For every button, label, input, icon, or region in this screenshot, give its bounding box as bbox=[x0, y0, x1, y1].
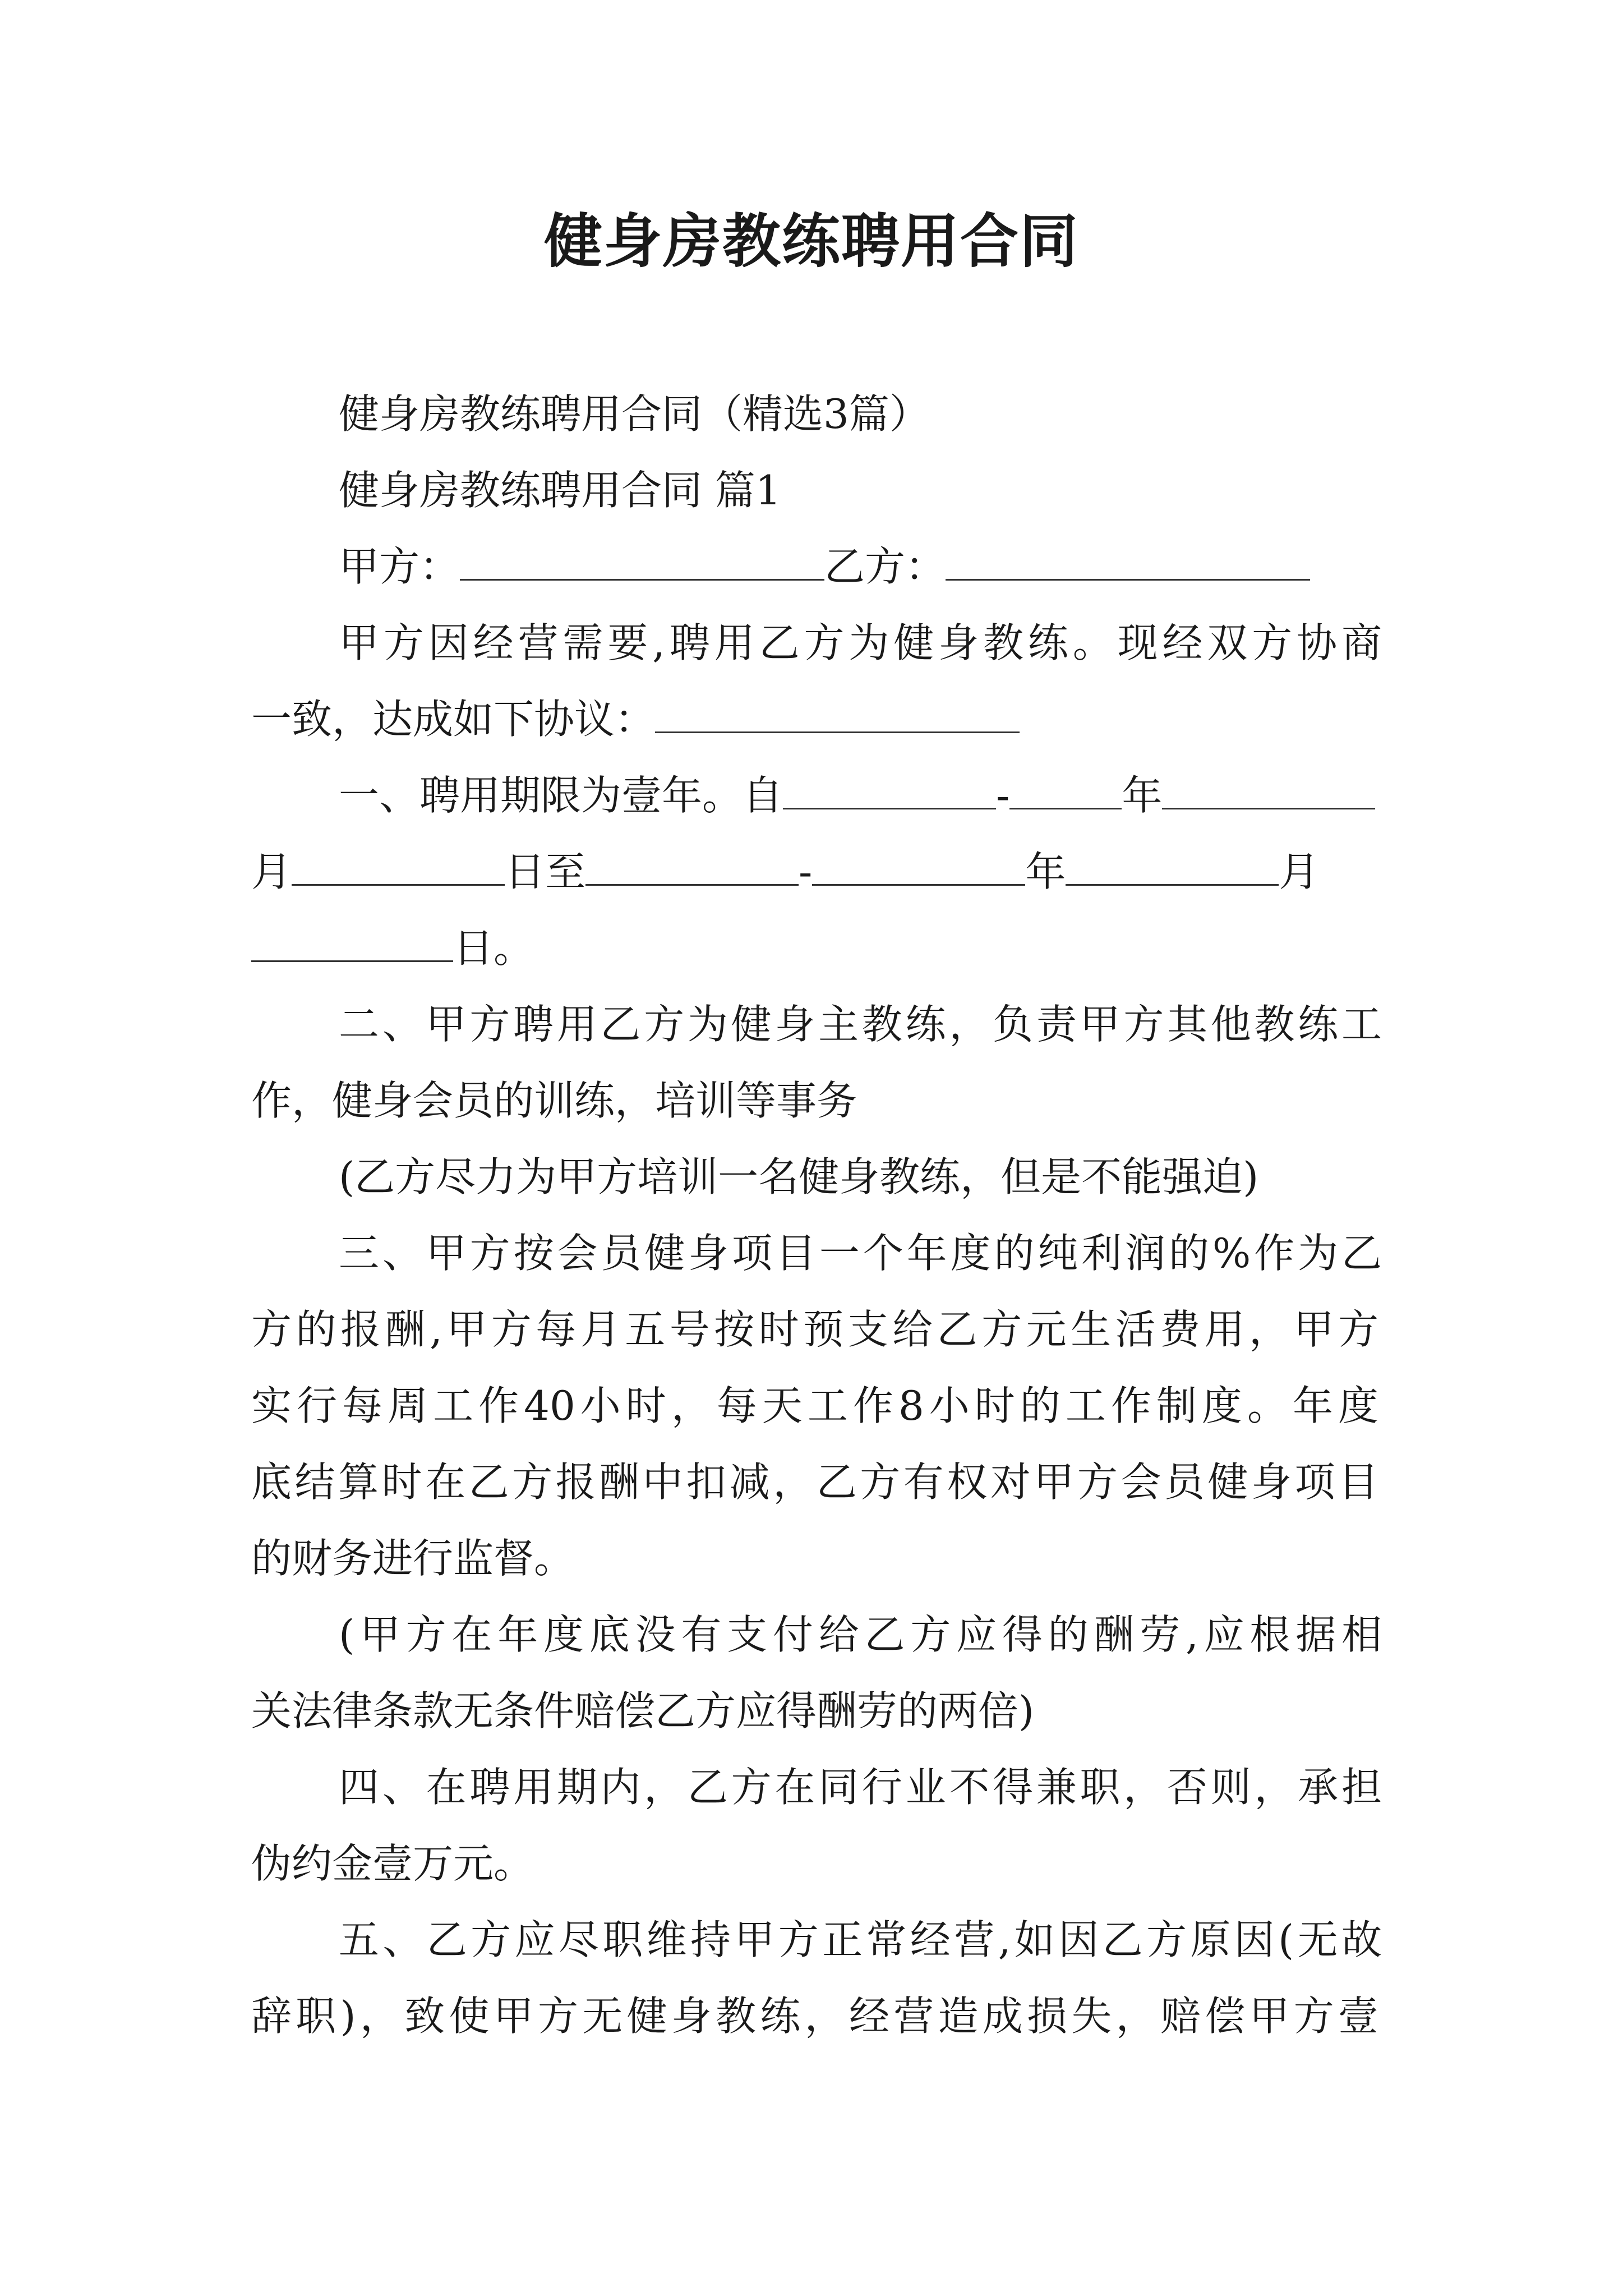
paragraph-line: 甲方因经营需要,聘用乙方为健身教练。现经双方协商 bbox=[339, 619, 1382, 666]
term-line-2 bbox=[251, 841, 1378, 903]
agreement-text: 一致，达成如下协议： bbox=[251, 696, 656, 743]
term-day-end: 日。 bbox=[453, 924, 534, 972]
term-text: 一、聘用期限为壹年。自 bbox=[339, 772, 783, 819]
paragraph-line: 五、乙方应尽职维持甲方正常经营,如因乙方原因(无故 bbox=[339, 1916, 1382, 1963]
paragraph-line: 四、在聘用期内，乙方在同行业不得兼职，否则，承担 bbox=[339, 1764, 1382, 1811]
party-b-blank bbox=[946, 542, 1310, 581]
paragraph-line: 三、甲方按会员健身项目一个年度的纯利润的%作为乙 bbox=[339, 1230, 1382, 1277]
term-blank-5 bbox=[585, 847, 799, 886]
term-dash-2: - bbox=[799, 848, 813, 895]
party-a-blank bbox=[460, 542, 824, 581]
term-blank-1 bbox=[783, 771, 996, 809]
agreement-blank bbox=[655, 694, 1020, 733]
subtitle-line: 健身房教练聘用合同（精选3篇） bbox=[339, 390, 930, 438]
party-b-label: 乙方： bbox=[824, 543, 946, 590]
term-blank-4 bbox=[292, 847, 505, 886]
section-heading: 健身房教练聘用合同 篇1 bbox=[339, 467, 781, 514]
paragraph-line: 的财务进行监督。 bbox=[251, 1535, 575, 1582]
paragraph-line: (乙方尽力为甲方培训一名健身教练，但是不能强迫) bbox=[339, 1153, 1259, 1200]
term-blank-6 bbox=[812, 847, 1025, 886]
paragraph-line: 关法律条款无条件赔偿乙方应得酬劳的两倍) bbox=[251, 1687, 1035, 1734]
parties-line bbox=[339, 536, 1382, 597]
term-line-1 bbox=[339, 765, 1382, 826]
term-blank-3 bbox=[1162, 771, 1375, 809]
term-line-3 bbox=[251, 917, 1378, 979]
term-blank-8 bbox=[251, 923, 453, 962]
term-dash: - bbox=[996, 772, 1010, 819]
paragraph-line: (甲方在年度底没有支付给乙方应得的酬劳,应根据相 bbox=[339, 1611, 1382, 1658]
term-month-2: 月 bbox=[1279, 848, 1320, 895]
term-blank-2 bbox=[1009, 771, 1122, 809]
paragraph-line: 方的报酬,甲方每月五号按时预支给乙方元生活费用，甲方 bbox=[251, 1306, 1378, 1353]
term-month: 月 bbox=[251, 848, 292, 895]
paragraph-line: 辞职)，致使甲方无健身教练，经营造成损失，赔偿甲方壹 bbox=[251, 1993, 1378, 2040]
party-a-label: 甲方： bbox=[339, 543, 460, 590]
paragraph-line: 作，健身会员的训练，培训等事务 bbox=[251, 1077, 857, 1124]
term-blank-7 bbox=[1066, 847, 1279, 886]
document-title: 健身房教练聘用合同 bbox=[543, 206, 1079, 275]
term-day-to: 日至 bbox=[505, 848, 586, 895]
paragraph-line: 实行每周工作40小时，每天工作8小时的工作制度。年度 bbox=[251, 1382, 1378, 1429]
paragraph-line: 二、甲方聘用乙方为健身主教练，负责甲方其他教练工 bbox=[339, 1001, 1382, 1048]
term-year: 年 bbox=[1122, 772, 1163, 819]
agreement-line bbox=[251, 688, 1378, 750]
paragraph-line: 底结算时在乙方报酬中扣减，乙方有权对甲方会员健身项目 bbox=[251, 1458, 1378, 1506]
term-year-2: 年 bbox=[1025, 848, 1066, 895]
paragraph-line: 伪约金壹万元。 bbox=[251, 1840, 534, 1887]
